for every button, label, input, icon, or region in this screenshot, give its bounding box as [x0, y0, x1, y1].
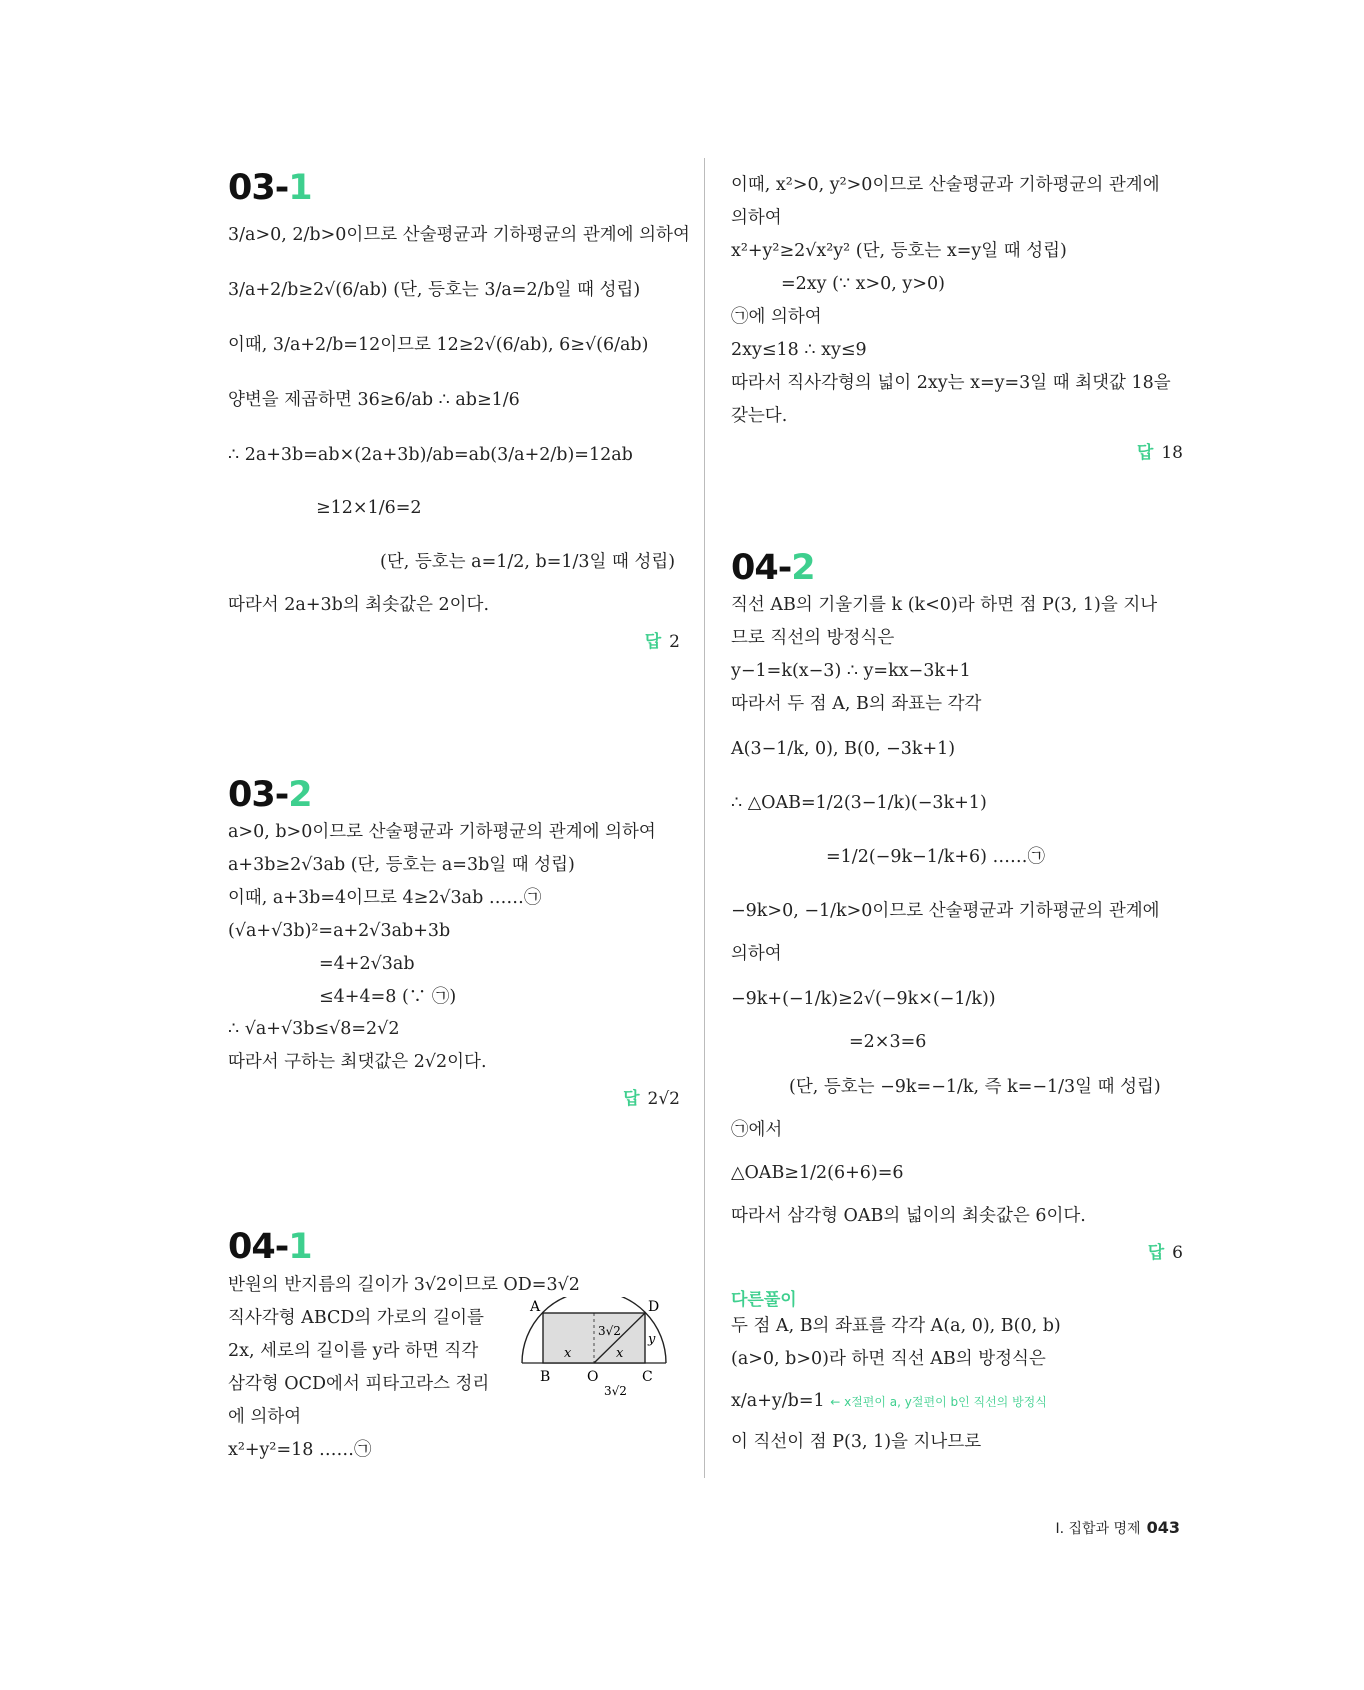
text-line: 따라서 구하는 최댓값은 2√2이다. [228, 1052, 487, 1072]
text-line: 갖는다. [731, 406, 788, 426]
text-line: 삼각형 OCD에서 피타고라스 정리 [228, 1374, 490, 1394]
text-line [731, 1390, 1047, 1413]
label-c: C [642, 1369, 653, 1385]
text-line: 이때, 3/a+2/b=12이므로 12≥2√(6/ab), 6≥√(6/ab) [228, 335, 649, 355]
text-line: ∴ 2a+3b=ab×(2a+3b)/ab=ab(3/a+2/b)=12ab [228, 445, 633, 465]
text-line: 직사각형 ABCD의 가로의 길이를 [228, 1308, 484, 1328]
section-heading: 04-1 [228, 1227, 312, 1267]
text-line: (단, 등호는 −9k=−1/k, 즉 k=−1/3일 때 성립) [789, 1077, 1161, 1097]
text-line: (단, 등호는 a=1/2, b=1/3일 때 성립) [380, 552, 676, 572]
text-line: 의하여 [731, 944, 782, 964]
label-x-right: x [616, 1346, 624, 1361]
text-line: 이때, a+3b=4이므로 4≥2√3ab ……㉠ [228, 888, 542, 908]
text-line: 3/a+2/b≥2√(6/ab) (단, 등호는 3/a=2/b일 때 성립) [228, 280, 641, 300]
text-line: 의하여 [731, 208, 782, 228]
text-line: ∴ √a+√3b≤√8=2√2 [228, 1019, 400, 1039]
text-line: =4+2√3ab [319, 954, 415, 974]
text-line: 따라서 삼각형 OAB의 넓이의 최솟값은 6이다. [731, 1206, 1086, 1226]
answer: 답 6 [1147, 1243, 1183, 1263]
line-equation: x/a+y/b=1 [731, 1391, 825, 1411]
section-heading: 04-2 [731, 548, 815, 588]
text-line: 양변을 제곱하면 36≥6/ab ∴ ab≥1/6 [228, 390, 520, 410]
label-b: B [540, 1369, 551, 1385]
text-line: 이때, x²>0, y²>0이므로 산술평균과 기하평균의 관계에 [731, 175, 1160, 195]
text-line: −9k+(−1/k)≥2√(−9k×(−1/k)) [731, 989, 996, 1009]
text-line: ㉠에 의하여 [731, 307, 822, 327]
text-line: 반원의 반지름의 길이가 3√2이므로 OD=3√2 [228, 1275, 580, 1295]
text-line: 직선 AB의 기울기를 k (k<0)라 하면 점 P(3, 1)을 지나 [731, 595, 1158, 615]
text-line: ≥12×1/6=2 [316, 498, 422, 518]
text-line: y−1=k(x−3) ∴ y=kx−3k+1 [731, 661, 971, 681]
text-line: 2x, 세로의 길이를 y라 하면 직각 [228, 1341, 479, 1361]
label-a: A [530, 1299, 541, 1315]
text-line: 따라서 두 점 A, B의 좌표는 각각 [731, 694, 982, 714]
semicircle-rectangle-figure [518, 1297, 678, 1407]
text-line: =2×3=6 [849, 1032, 927, 1052]
section-heading: 03-1 [228, 168, 312, 208]
text-line: a+3b≥2√3ab (단, 등호는 a=3b일 때 성립) [228, 855, 575, 875]
answer: 답 2√2 [623, 1089, 680, 1109]
text-line: 따라서 2a+3b의 최솟값은 2이다. [228, 595, 490, 615]
text-line: ∴ △OAB=1/2(3−1/k)(−3k+1) [731, 793, 987, 813]
text-line: x²+y²≥2√x²y² (단, 등호는 x=y일 때 성립) [731, 241, 1067, 261]
text-line: 따라서 직사각형의 넓이 2xy는 x=y=3일 때 최댓값 18을 [731, 373, 1171, 393]
page-footer [1055, 1518, 1180, 1538]
section-heading: 03-2 [228, 775, 312, 815]
text-line: △OAB≥1/2(6+6)=6 [731, 1163, 904, 1183]
alternative-solution-title: 다른풀이 [731, 1290, 797, 1310]
text-line: ≤4+4=8 (∵ ㉠) [319, 987, 457, 1007]
label-x-left: x [564, 1346, 572, 1361]
text-line: a>0, b>0이므로 산술평균과 기하평균의 관계에 의하여 [228, 822, 656, 842]
text-line: ㉠에서 [731, 1120, 783, 1140]
column-divider [704, 158, 705, 1478]
label-radius: 3√2 [598, 1324, 621, 1338]
label-radius-bottom: 3√2 [604, 1384, 627, 1398]
text-line: 2xy≤18 ∴ xy≤9 [731, 340, 867, 360]
answer: 답 18 [1136, 443, 1183, 463]
text-line: x²+y²=18 ……㉠ [228, 1440, 372, 1460]
side-note: ← x절편이 a, y절편이 b인 직선의 방정식 [830, 1395, 1047, 1409]
text-line: (a>0, b>0)라 하면 직선 AB의 방정식은 [731, 1349, 1046, 1369]
text-line: −9k>0, −1/k>0이므로 산술평균과 기하평균의 관계에 [731, 901, 1160, 921]
answer: 답 2 [644, 632, 680, 652]
label-d: D [648, 1299, 660, 1315]
text-line: =1/2(−9k−1/k+6) ……㉠ [826, 847, 1046, 867]
label-y: y [648, 1332, 656, 1347]
chapter-title: I. 집합과 명제 [1055, 1521, 1141, 1537]
text-line: (√a+√3b)²=a+2√3ab+3b [228, 921, 451, 941]
text-line: 3/a>0, 2/b>0이므로 산술평균과 기하평균의 관계에 의하여 [228, 225, 690, 245]
text-line: A(3−1/k, 0), B(0, −3k+1) [731, 739, 956, 759]
text-line: 므로 직선의 방정식은 [731, 628, 895, 648]
label-o: O [587, 1369, 599, 1385]
text-line: 에 의하여 [228, 1407, 302, 1427]
text-line: 이 직선이 점 P(3, 1)을 지나므로 [731, 1432, 982, 1452]
text-line: =2xy (∵ x>0, y>0) [781, 274, 945, 294]
page-number: 043 [1146, 1518, 1180, 1537]
text-line: 두 점 A, B의 좌표를 각각 A(a, 0), B(0, b) [731, 1316, 1061, 1336]
